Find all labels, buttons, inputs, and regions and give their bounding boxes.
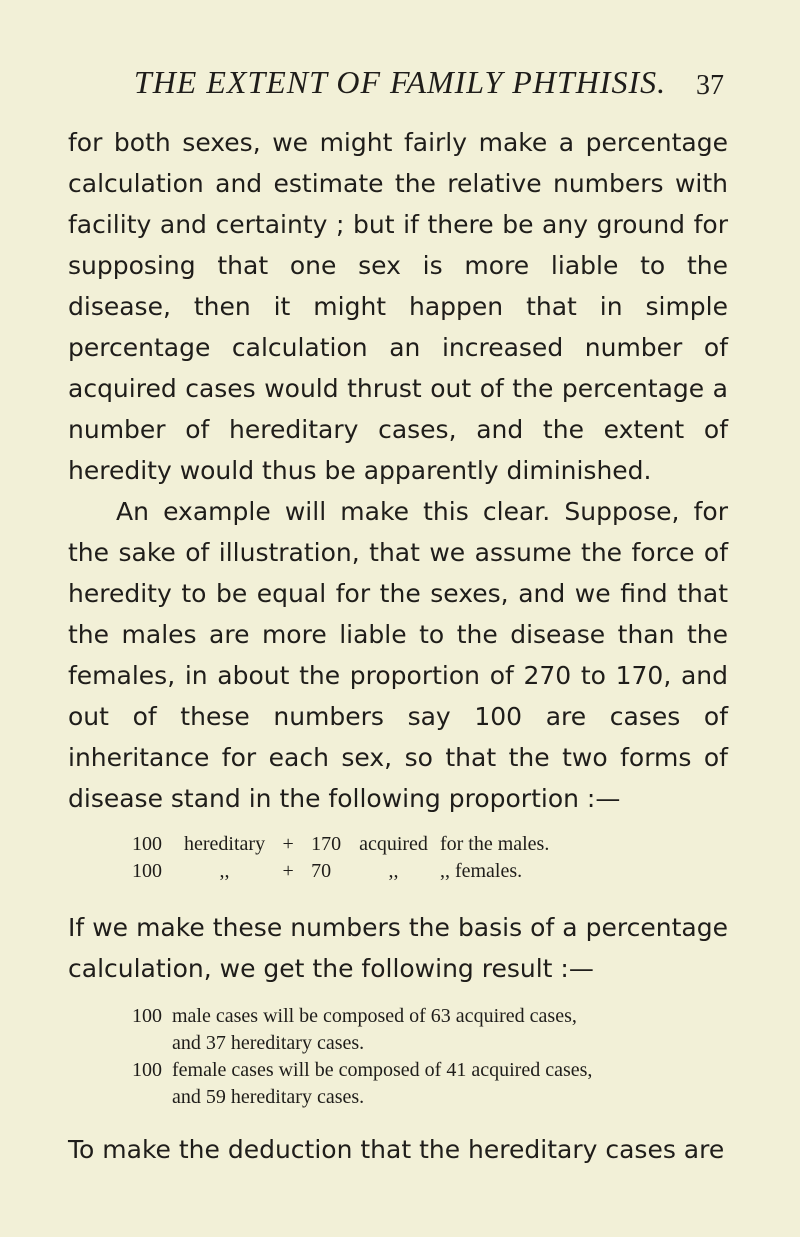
table-row (132, 831, 561, 858)
result-text: male cases will be composed of 63 acquired cases, (172, 1005, 577, 1027)
result-number: 100 (132, 1059, 162, 1081)
list-item (132, 1057, 728, 1111)
results-list (132, 1003, 728, 1111)
row-group: ,, females. (439, 860, 523, 882)
row-number: 100 (132, 860, 162, 882)
result-number: 100 (132, 1005, 162, 1027)
plus-sign: + (282, 833, 294, 855)
running-head (0, 62, 800, 102)
row-term: hereditary (184, 833, 266, 855)
row-term: ,, (219, 860, 230, 882)
row-term: ,, (388, 860, 399, 882)
paragraph-4: To make the deduction that the hereditary cases are (68, 1135, 725, 1164)
result-continuation: and 59 hereditary cases. (172, 1086, 365, 1108)
row-number: 170 (311, 833, 342, 855)
row-number: 70 (311, 860, 332, 882)
row-term: acquired (359, 833, 428, 855)
result-text: female cases will be composed of 41 acquired cases, (172, 1059, 593, 1081)
paragraph-2: An example will make this clear. Suppose, for the sake of illustration, that we assume the force of heredity to be equal for the sexes, and we find that the males are more liable to the disease than the females, in about the proportion of 270 to 170, and out of these numbers say 100 are cases of inheritance for each sex, so that the two forms of disease stand in the following proportion :— (68, 497, 728, 813)
row-number: 100 (132, 833, 162, 855)
result-continuation: and 37 hereditary cases. (172, 1032, 365, 1054)
proportion-table (132, 831, 561, 885)
page-number: 37 (696, 70, 724, 101)
paragraph-3: If we make these numbers the basis of a percentage calculation, we get the following result :— (68, 913, 728, 983)
paragraph-1: for both sexes, we might fairly make a percentage calculation and estimate the relative numbers with facility and certainty ; but if there be any ground for supposing that one sex is more liable to the disease, then it might happen that in simple percentage calculation an increased number of acquired cases would thrust out of the percentage a number of hereditary cases, and the extent of heredity would thus be apparently diminished. (68, 128, 728, 485)
list-item (132, 1003, 728, 1057)
plus-sign: + (282, 860, 294, 882)
running-title: THE EXTENT OF FAMILY PHTHISIS. (133, 64, 667, 100)
table-row (132, 858, 561, 885)
body-text (68, 122, 728, 1170)
row-group: for the males. (439, 833, 550, 855)
